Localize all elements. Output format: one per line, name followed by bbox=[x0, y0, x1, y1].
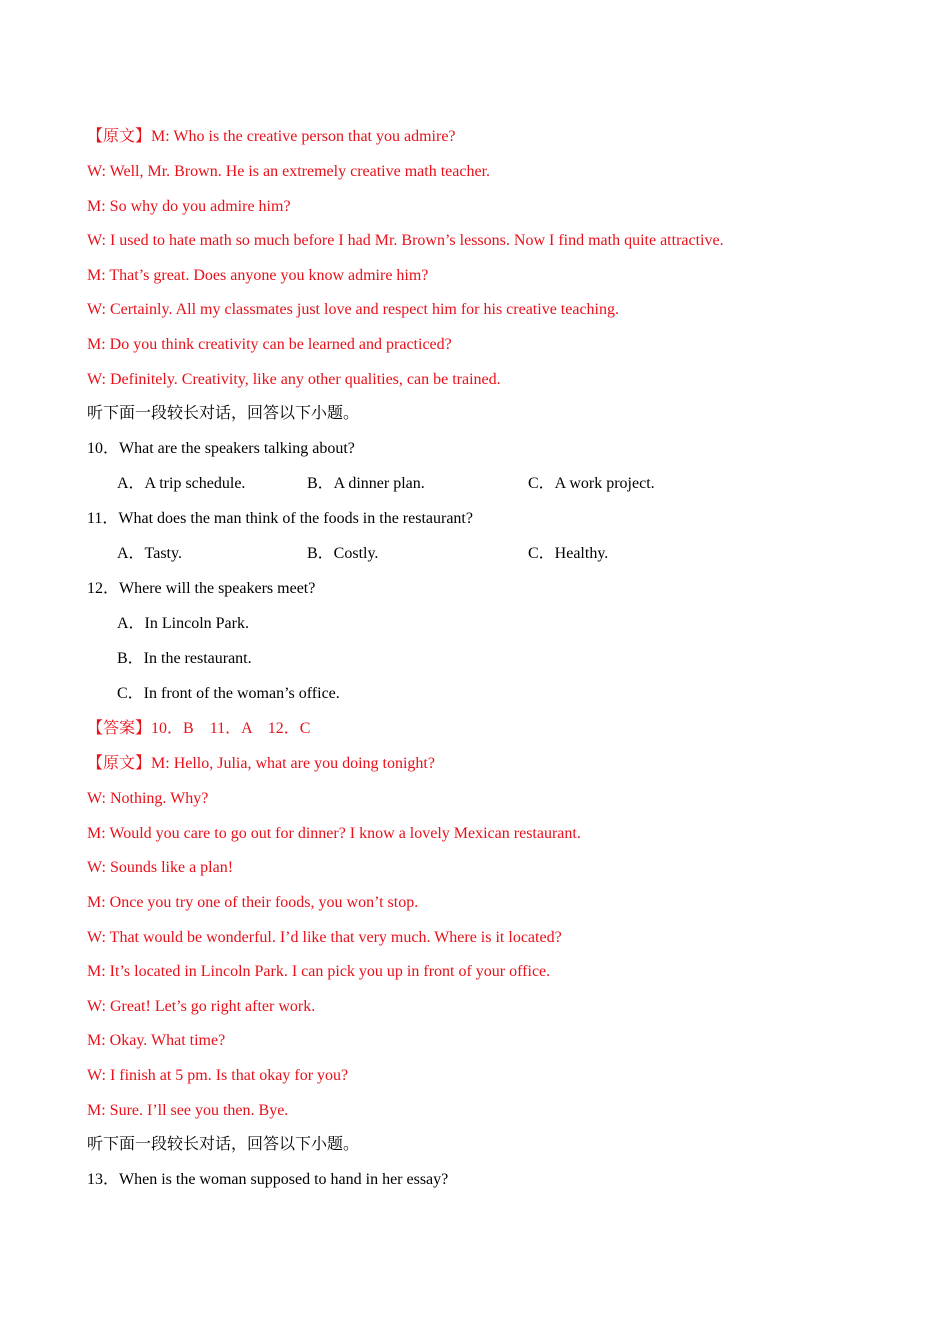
question-10-stem: 10．What are the speakers talking about? bbox=[87, 440, 355, 457]
transcript-1-line: M: Do you think creativity can be learned and practiced? bbox=[87, 336, 452, 353]
question-13-stem: 13．When is the woman supposed to hand in her essay? bbox=[87, 1171, 449, 1188]
question-12-stem: 12．Where will the speakers meet? bbox=[87, 580, 316, 597]
transcript-2-line: W: I finish at 5 pm. Is that okay for you? bbox=[87, 1067, 349, 1084]
transcript-2-line: W: That would be wonderful. I’d like that very much. Where is it located? bbox=[87, 929, 562, 946]
question-11-option-b: B．Costly. bbox=[307, 545, 379, 562]
listening-instruction: 听下面一段较长对话，回答以下小题。 bbox=[87, 1136, 360, 1153]
answer-line bbox=[87, 718, 310, 740]
question-10-option-b: B．A dinner plan. bbox=[307, 475, 425, 492]
transcript-2-line: M: It’s located in Lincoln Park. I can pick you up in front of your office. bbox=[87, 963, 551, 980]
transcript-1-line bbox=[87, 126, 456, 148]
transcript-2-line: W: Great! Let’s go right after work. bbox=[87, 998, 316, 1015]
listening-instruction: 听下面一段较长对话，回答以下小题。 bbox=[87, 405, 360, 422]
transcript-2-line bbox=[87, 753, 435, 775]
question-11-option-c: C．Healthy. bbox=[528, 545, 609, 562]
answer-text: 10．B 11．A 12．C bbox=[151, 720, 311, 737]
transcript-2-line: W: Nothing. Why? bbox=[87, 790, 209, 807]
transcript-1-line: M: That’s great. Does anyone you know admire him? bbox=[87, 267, 429, 284]
transcript-1-line: W: I used to hate math so much before I had Mr. Brown’s lessons. Now I find math quite attractive. bbox=[87, 232, 724, 249]
transcript-2-line: M: Okay. What time? bbox=[87, 1032, 226, 1049]
question-12-option-b: B．In the restaurant. bbox=[117, 650, 252, 667]
transcript-1-line: M: So why do you admire him? bbox=[87, 198, 291, 215]
question-10-option-c: C．A work project. bbox=[528, 475, 655, 492]
transcript-text: M: Who is the creative person that you admire? bbox=[151, 128, 456, 145]
transcript-2-line: M: Sure. I’ll see you then. Bye. bbox=[87, 1102, 289, 1119]
transcript-1-line: W: Definitely. Creativity, like any other qualities, can be trained. bbox=[87, 371, 501, 388]
transcript-2-line: M: Once you try one of their foods, you won’t stop. bbox=[87, 894, 419, 911]
question-12-option-a: A．In Lincoln Park. bbox=[117, 615, 249, 632]
transcript-2-line: W: Sounds like a plan! bbox=[87, 859, 234, 876]
question-10-option-a: A．A trip schedule. bbox=[117, 475, 246, 492]
question-11-option-a: A．Tasty. bbox=[117, 545, 182, 562]
transcript-tag: 【原文】 bbox=[87, 128, 152, 145]
transcript-2-line: M: Would you care to go out for dinner? I know a lovely Mexican restaurant. bbox=[87, 825, 581, 842]
transcript-1-line: W: Well, Mr. Brown. He is an extremely creative math teacher. bbox=[87, 163, 491, 180]
question-11-stem: 11．What does the man think of the foods in the restaurant? bbox=[87, 510, 473, 527]
answer-tag: 【答案】 bbox=[87, 720, 152, 737]
question-12-option-c: C．In front of the woman’s office. bbox=[117, 685, 340, 702]
transcript-tag: 【原文】 bbox=[87, 755, 152, 772]
transcript-text: M: Hello, Julia, what are you doing tonight? bbox=[151, 755, 435, 772]
transcript-1-line: W: Certainly. All my classmates just love and respect him for his creative teaching. bbox=[87, 301, 619, 318]
